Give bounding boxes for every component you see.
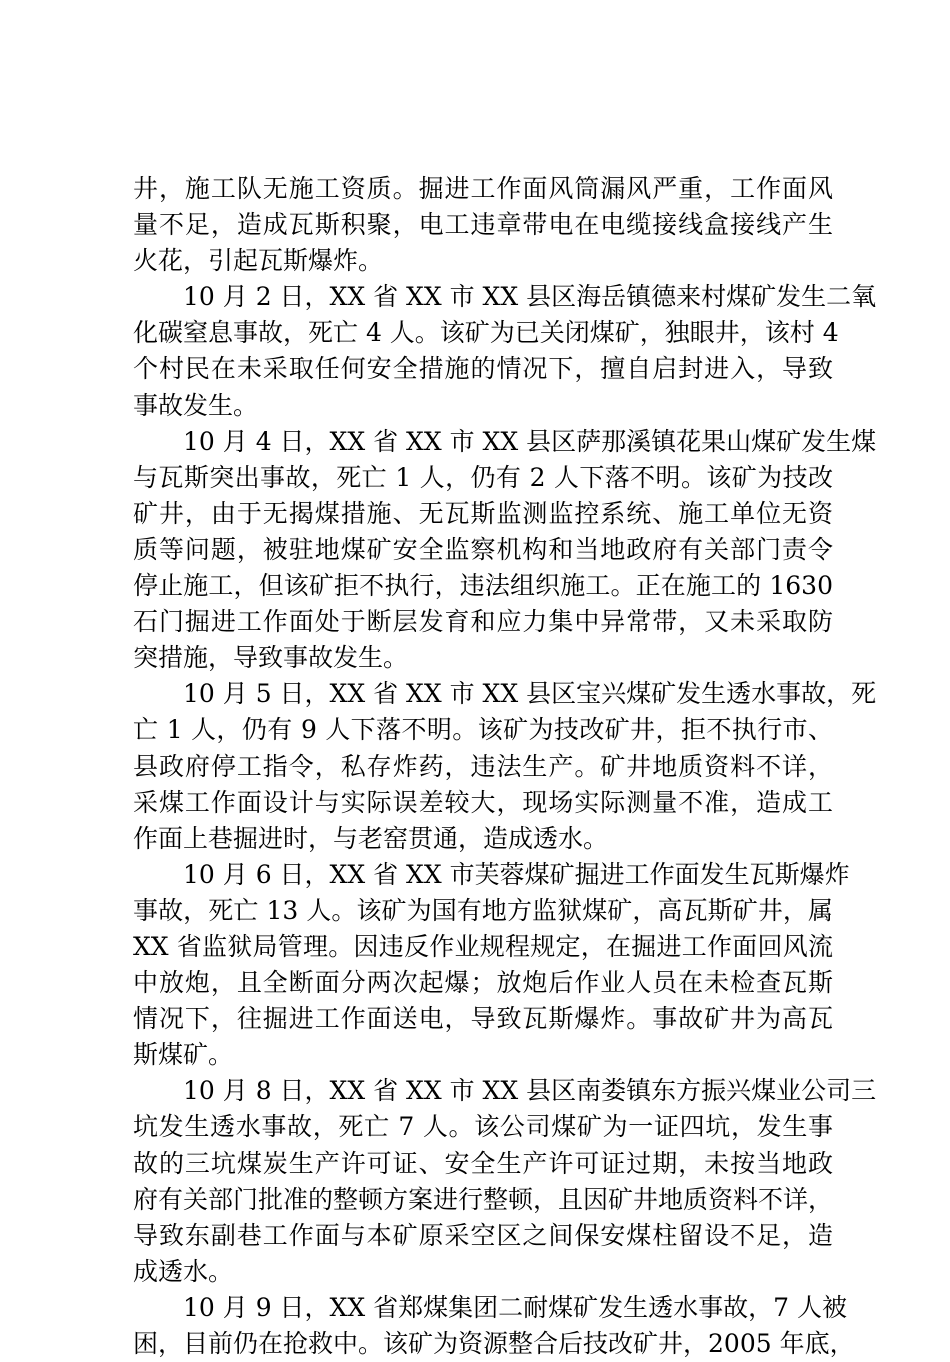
text-line: 事故发生。 (133, 390, 259, 420)
paragraph-4 (133, 676, 877, 856)
text-line: 与瓦斯突出事故，死亡 1 人，仍有 2 人下落不明。该矿为技改 (133, 462, 833, 492)
text-line: 亡 1 人，仍有 9 人下落不明。该矿为技改矿井，拒不执行市、 (133, 715, 833, 745)
text-line: 10 月 8 日，XX 省 XX 市 XX 县区南娄镇东方振兴煤业公司三 (183, 1076, 877, 1106)
text-line: 10 月 4 日，XX 省 XX 市 XX 县区萨那溪镇花果山煤矿发生煤 (183, 426, 877, 456)
paragraph-5 (133, 857, 850, 1074)
text-line: 化碳窒息事故，死亡 4 人。该矿为已关闭煤矿，独眼井，该村 4 (133, 318, 839, 348)
text-line: 10 月 2 日，XX 省 XX 市 XX 县区海岳镇德来村煤矿发生二氧 (183, 282, 877, 312)
text-line: 火花，引起瓦斯爆炸。 (133, 246, 384, 276)
text-line: 事故，死亡 13 人。该矿为国有地方监狱煤矿，高瓦斯矿井，属 (133, 895, 833, 925)
text-line: 作面上巷掘进时，与老窑贯通，造成透水。 (133, 823, 609, 853)
text-line: 采煤工作面设计与实际误差较大，现场实际测量不准，造成工 (133, 787, 833, 817)
text-line: 中放炮，且全断面分两次起爆；放炮后作业人员在未检查瓦斯 (133, 968, 833, 998)
paragraph-1 (133, 171, 833, 279)
paragraph-7 (133, 1290, 855, 1362)
document-body (133, 171, 877, 1362)
text-line: 个村民在未采取任何安全措施的情况下，擅自启封进入，导致 (133, 354, 833, 384)
text-line: 石门掘进工作面处于断层发育和应力集中异常带，又未采取防 (133, 607, 833, 637)
text-line: 县政府停工指令，私存炸药，违法生产。矿井地质资料不详， (133, 751, 833, 781)
text-line: XX 省监狱局管理。因违反作业规程规定，在掘进工作面回风流 (133, 931, 833, 961)
text-line: 困，目前仍在抢救中。该矿为资源整合后技改矿井，2005 年底， (133, 1329, 855, 1358)
text-line: 质等问题，被驻地煤矿安全监察机构和当地政府有关部门责令 (133, 534, 833, 564)
text-line: 井，施工队无施工资质。掘进工作面风筒漏风严重，工作面风 (133, 174, 833, 203)
text-line: 坑发生透水事故，死亡 7 人。该公司煤矿为一证四坑，发生事 (133, 1112, 833, 1142)
text-line: 停止施工，但该矿拒不执行，违法组织施工。正在施工的 1630 (133, 571, 833, 601)
text-line: 成透水。 (133, 1256, 234, 1286)
text-line: 府有关部门批准的整顿方案进行整顿，且因矿井地质资料不详， (133, 1184, 834, 1214)
text-line: 突措施，导致事故发生。 (133, 643, 409, 673)
paragraph-2 (133, 279, 877, 423)
text-line: 10 月 6 日，XX 省 XX 市芙蓉煤矿掘进工作面发生瓦斯爆炸 (183, 859, 850, 889)
text-line: 情况下，往掘进工作面送电，导致瓦斯爆炸。事故矿井为高瓦 (133, 1004, 833, 1034)
text-line: 量不足，造成瓦斯积聚，电工违章带电在电缆接线盒接线产生 (133, 210, 833, 240)
text-line: 10 月 9 日，XX 省郑煤集团二耐煤矿发生透水事故，7 人被 (183, 1292, 847, 1322)
text-line: 斯煤矿。 (133, 1040, 234, 1070)
text-line: 导致东副巷工作面与本矿原采空区之间保安煤柱留设不足，造 (133, 1220, 833, 1250)
text-line: 10 月 5 日，XX 省 XX 市 XX 县区宝兴煤矿发生透水事故，死 (183, 679, 877, 709)
text-line: 矿井，由于无揭煤措施、无瓦斯监测监控系统、施工单位无资 (133, 498, 833, 528)
text-line: 故的三坑煤炭生产许可证、安全生产许可证过期，未按当地政 (133, 1148, 833, 1178)
paragraph-3 (133, 424, 877, 677)
paragraph-6 (133, 1073, 877, 1290)
